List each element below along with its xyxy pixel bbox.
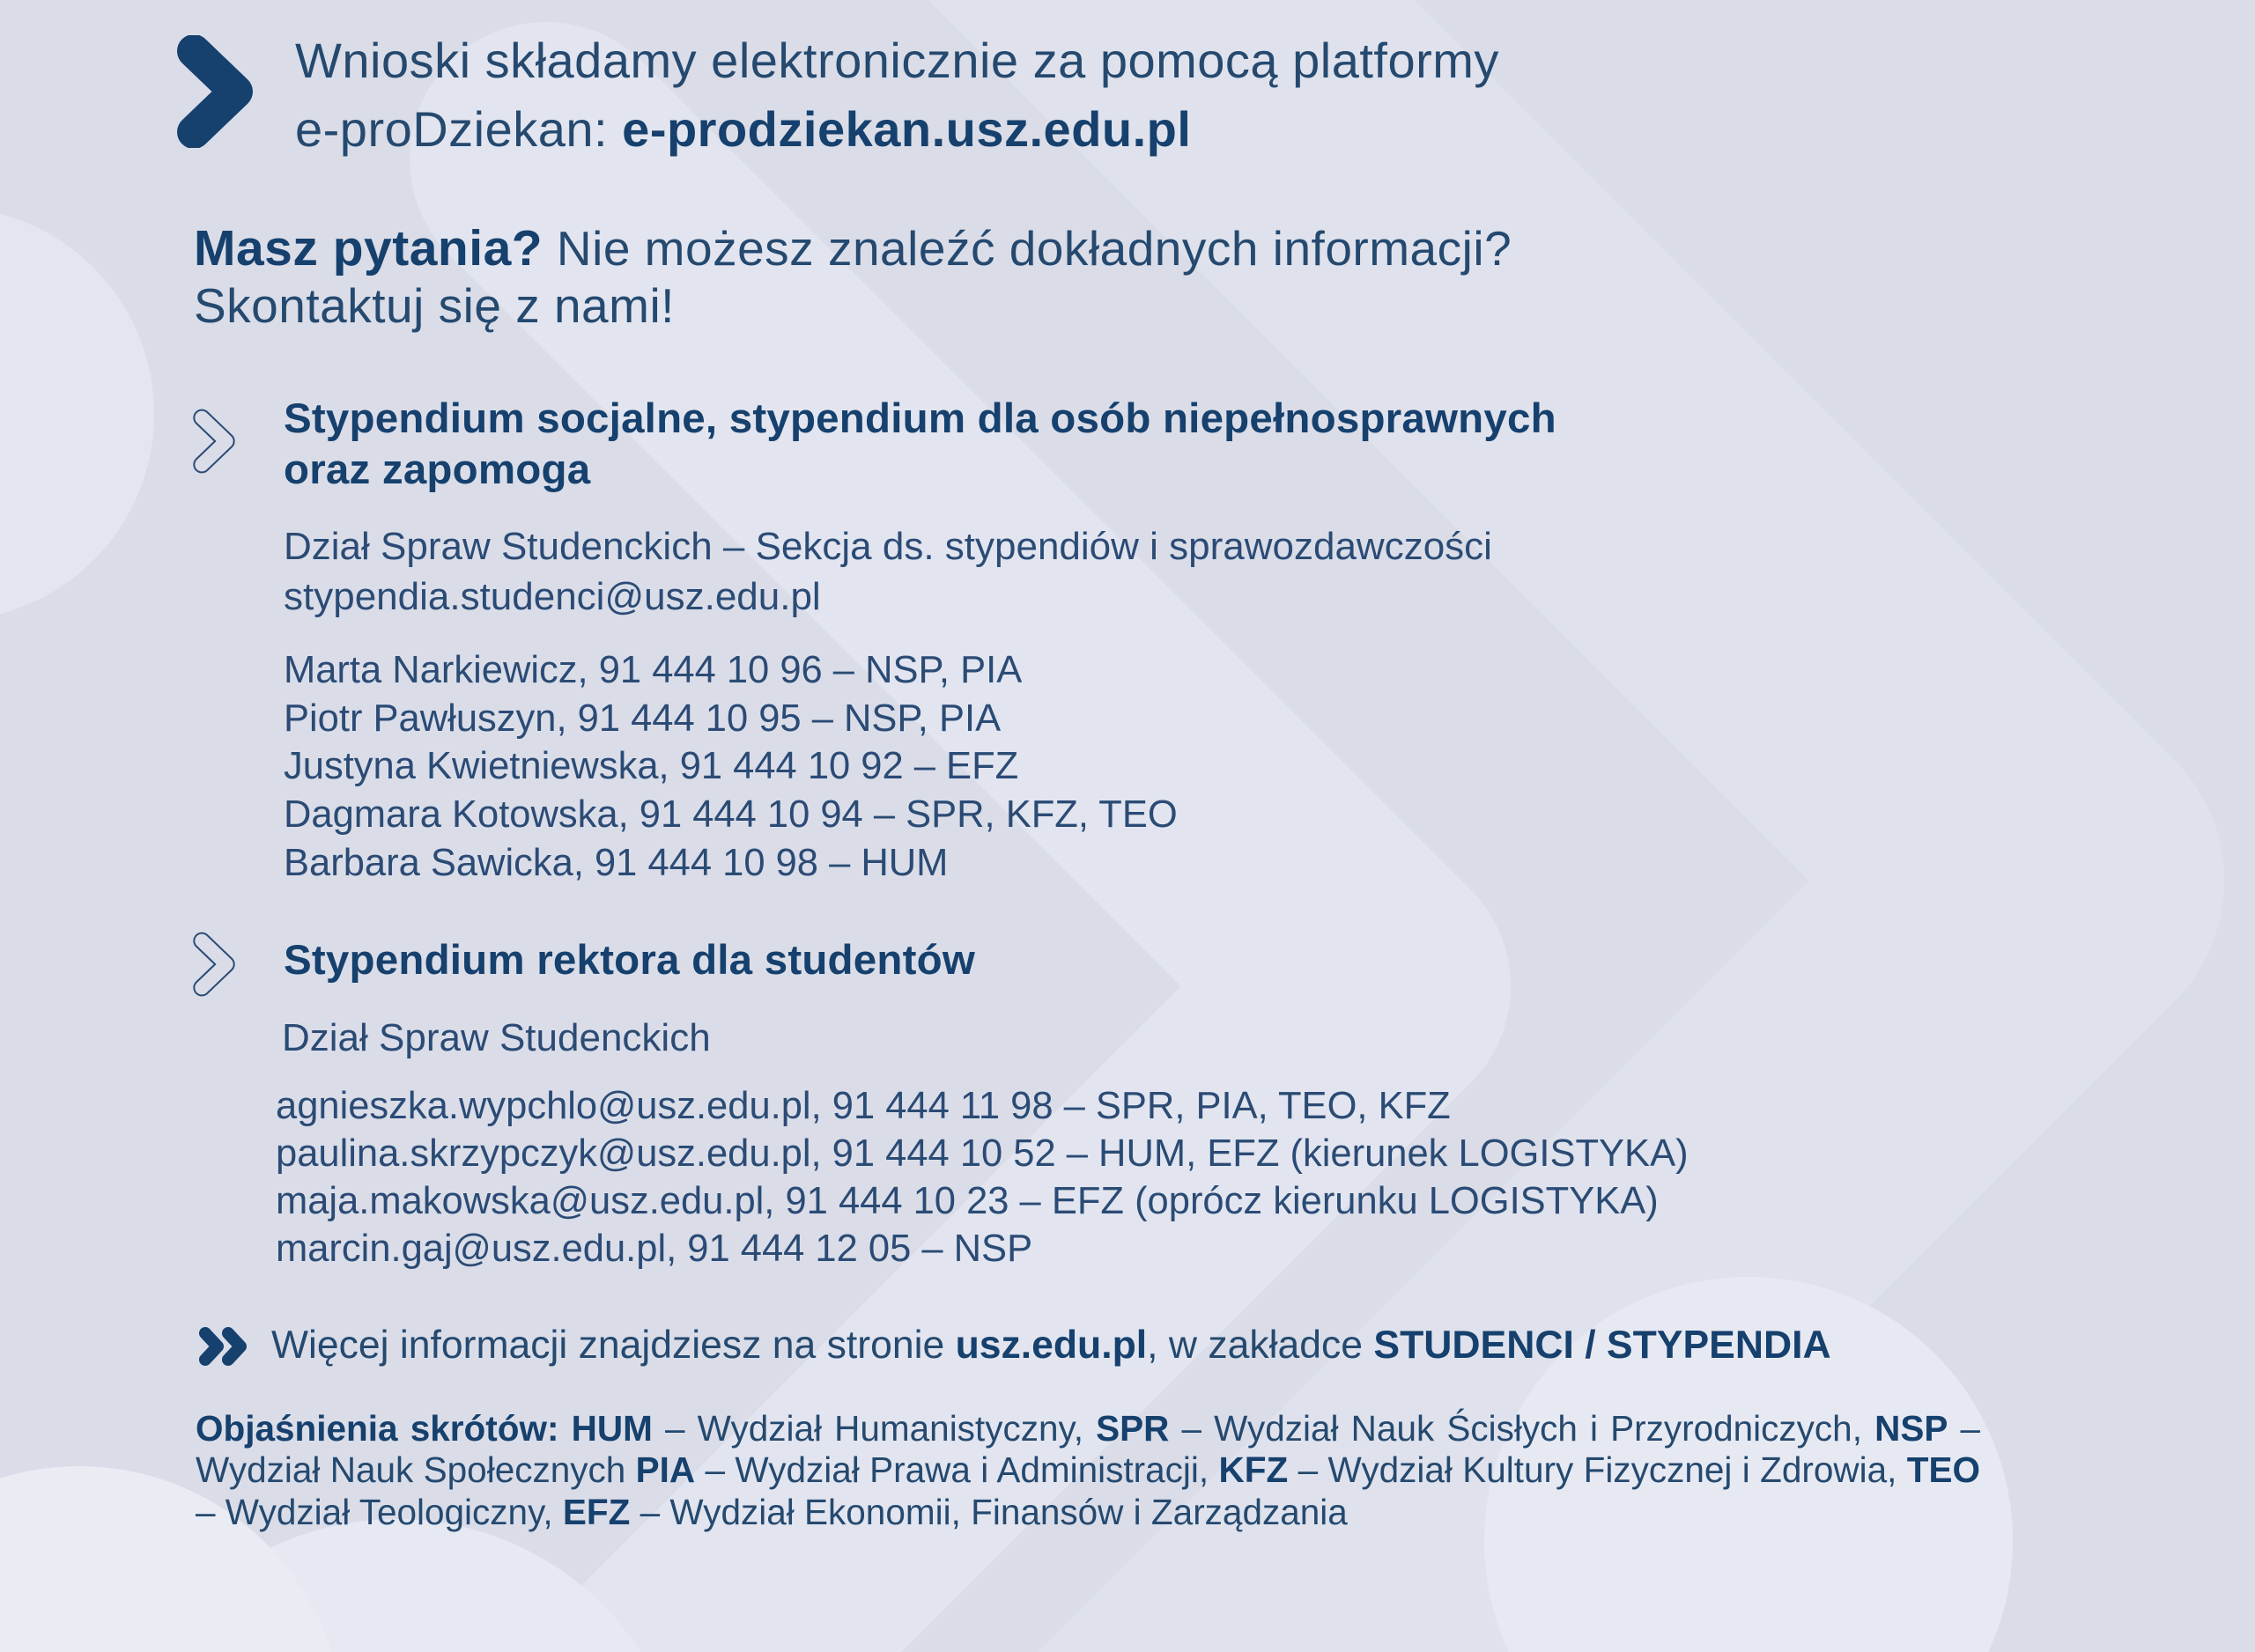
double-chevron-right-icon bbox=[196, 1325, 259, 1368]
questions-line2: Skontaktuj się z nami! bbox=[194, 278, 675, 333]
intro-line2: e-proDziekan: e-prodziekan.usz.edu.pl bbox=[295, 101, 1192, 157]
abbr-code: HUM bbox=[571, 1408, 653, 1449]
contact-line: Marta Narkiewicz, 91 444 10 96 – NSP, PIA bbox=[284, 649, 1023, 691]
abbr-code: SPR bbox=[1096, 1408, 1170, 1449]
site-tab: STUDENCI / STYPENDIA bbox=[1373, 1324, 1831, 1367]
contact-line: Barbara Sawicka, 91 444 10 98 – HUM bbox=[284, 841, 949, 884]
contact-line: Justyna Kwietniewska, 91 444 10 92 – EFZ bbox=[284, 745, 1019, 788]
site-url: usz.edu.pl bbox=[955, 1324, 1148, 1367]
abbr-code: KFZ bbox=[1218, 1449, 1289, 1491]
abbr-code: PIA bbox=[635, 1449, 696, 1491]
chevron-right-outline-icon bbox=[189, 409, 240, 474]
section1-title-line2: oraz zapomoga bbox=[284, 446, 591, 493]
section2-title bbox=[284, 935, 975, 986]
section1-title-line1: Stypendium socjalne, stypendium dla osób niepełnosprawnych bbox=[284, 395, 1556, 442]
chevron-right-outline-icon bbox=[189, 932, 240, 997]
questions-block bbox=[194, 220, 1512, 335]
contact-line: agnieszka.wypchlo@usz.edu.pl, 91 444 11 98 – SPR, PIA, TEO, KFZ bbox=[276, 1085, 1451, 1127]
section1-department bbox=[284, 522, 1492, 622]
chevron-right-icon bbox=[173, 35, 257, 148]
section1-dept-line: Dział Spraw Studenckich – Sekcja ds. stypendiów i sprawozdawczości bbox=[284, 525, 1492, 568]
contact-line: paulina.skrzypczyk@usz.edu.pl, 91 444 10 52 – HUM, EFZ (kierunek LOGISTYKA) bbox=[276, 1132, 1689, 1175]
abbr-code: NSP bbox=[1874, 1408, 1948, 1449]
intro-text bbox=[295, 26, 1499, 164]
section1-title bbox=[284, 394, 1556, 495]
contact-line: Piotr Pawłuszyn, 91 444 10 95 – NSP, PIA bbox=[284, 697, 1002, 740]
contact-line: maja.makowska@usz.edu.pl, 91 444 10 23 – EFZ (oprócz kierunku LOGISTYKA) bbox=[276, 1180, 1659, 1222]
abbreviations-paragraph: Objaśnienia skrótów: HUM – Wydział Humanistyczny, SPR – Wydział Nauk Ścisłych i Przyrodniczych, NSP – Wydział Nauk Społecznych PIA – Wydział Prawa i Administracji, KFZ – Wydział Kultury Fizycznej i Zdrowia, TEO – Wydział Teologiczny, EFZ – Wydział Ekonomii, Finansów i Zarządzania bbox=[196, 1408, 1981, 1532]
questions-line1: Masz pytania? Nie możesz znaleźć dokładnych informacji? bbox=[194, 220, 1512, 277]
contact-line: marcin.gaj@usz.edu.pl, 91 444 12 05 – NSP bbox=[276, 1228, 1033, 1270]
more-info-line: Więcej informacji znajdziesz na stronie usz.edu.pl, w zakładce STUDENCI / STYPENDIA bbox=[271, 1324, 1831, 1367]
platform-url: e-prodziekan.usz.edu.pl bbox=[622, 101, 1192, 157]
section2-department bbox=[282, 1014, 711, 1064]
section2-title-line1: Stypendium rektora dla studentów bbox=[284, 937, 975, 984]
abbr-code: TEO bbox=[1906, 1449, 1980, 1491]
section1-email: stypendia.studenci@usz.edu.pl bbox=[284, 574, 821, 618]
section1-contacts bbox=[284, 646, 1178, 888]
section2-contacts bbox=[276, 1082, 1689, 1272]
abbr-code: EFZ bbox=[562, 1491, 631, 1532]
abbr-intro: Objaśnienia skrótów: bbox=[196, 1408, 572, 1449]
section2-dept-line: Dział Spraw Studenckich bbox=[282, 1016, 711, 1059]
watermark-circle-left bbox=[0, 207, 154, 621]
contact-line: Dagmara Kotowska, 91 444 10 94 – SPR, KFZ, TEO bbox=[284, 793, 1178, 837]
intro-line1: Wnioski składamy elektronicznie za pomocą platformy bbox=[295, 33, 1499, 88]
